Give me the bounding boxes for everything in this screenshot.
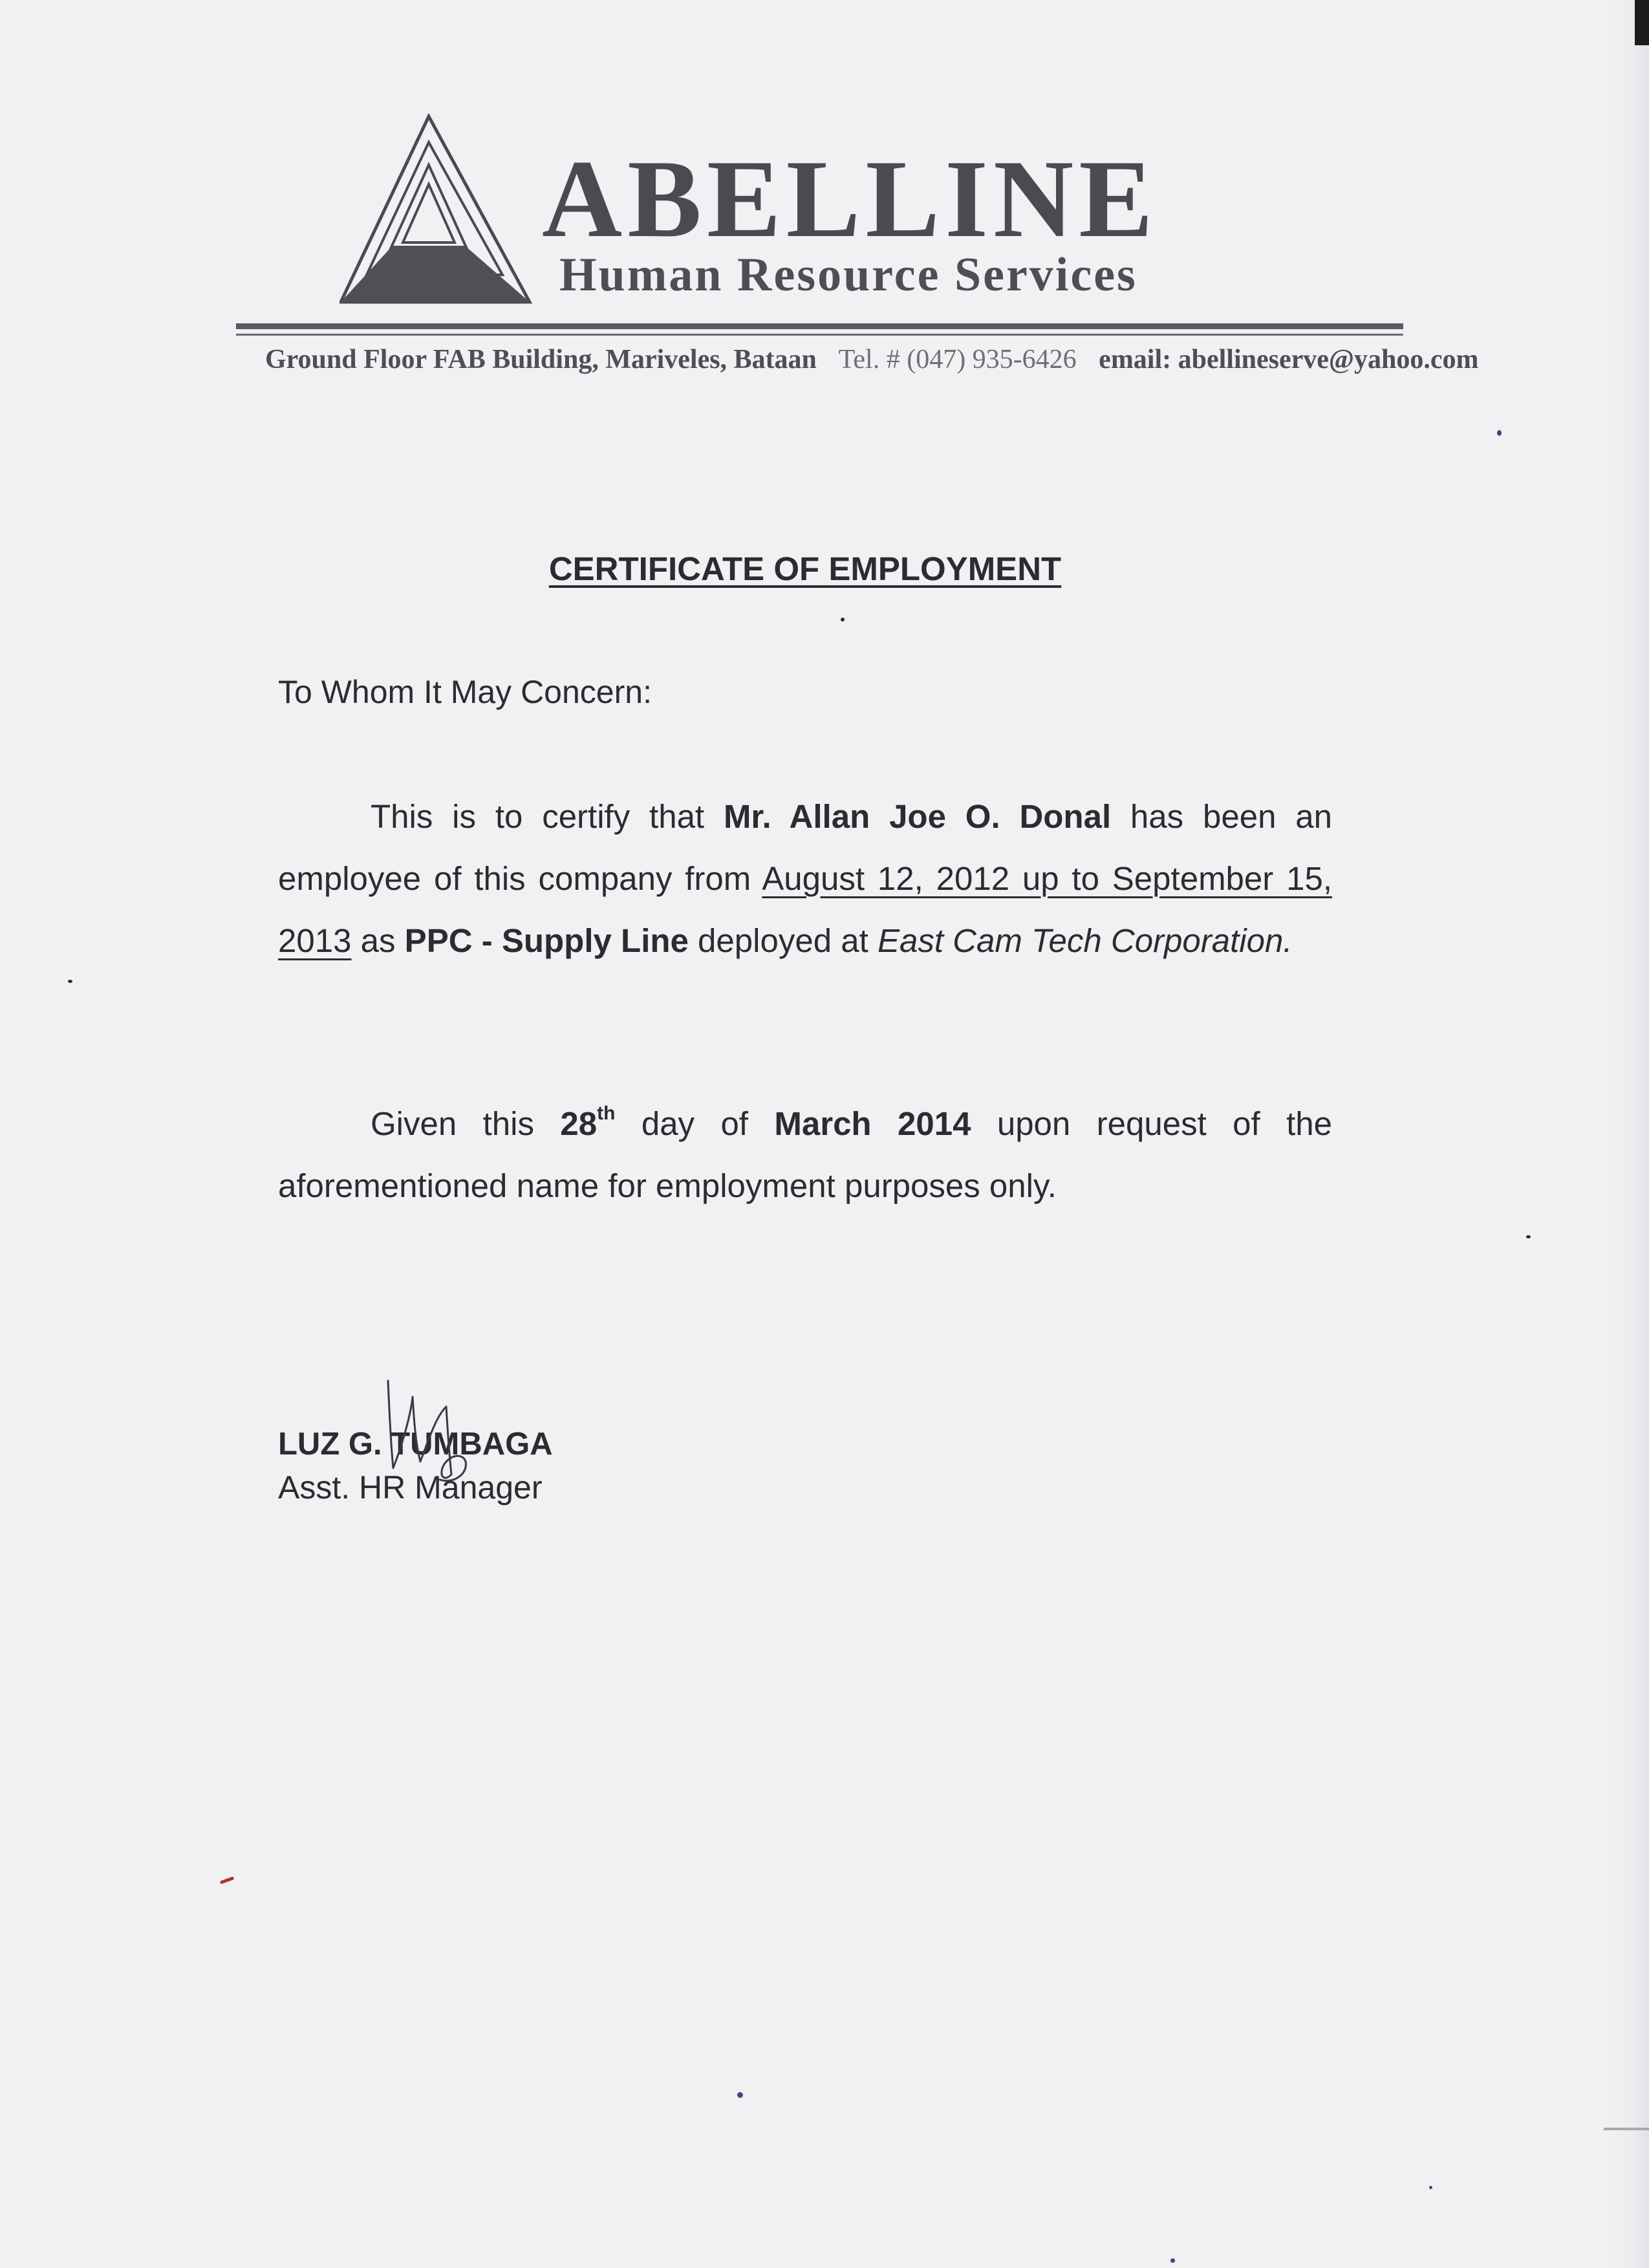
letterhead-divider [236,323,1403,329]
scan-speck [737,2092,743,2098]
scan-speck [220,1876,234,1884]
company-email: email: abellineserve@yahoo.com [1099,345,1479,374]
scan-speck [841,618,845,621]
employee-name: Mr. Allan Joe O. Donal [723,798,1112,835]
letterhead-divider-thin [236,334,1403,336]
certification-paragraph [278,786,1332,972]
scan-speck [1170,2258,1175,2263]
issue-day-suffix: th [597,1103,616,1124]
issuance-paragraph [278,1093,1332,1217]
paragraph-text: Given this [371,1105,561,1142]
company-name: ABELLINE [542,138,1158,261]
company-telephone: Tel. # (047) 935-6426 [838,345,1077,374]
handwritten-signature-icon [375,1371,504,1500]
triangle-logo-icon [339,113,534,307]
scan-edge [1610,0,1649,2268]
issue-day: 28 [560,1105,598,1142]
paragraph-text: day of [615,1105,775,1142]
paragraph-text: as [351,922,405,959]
employee-position: PPC - Supply Line [404,922,689,959]
scan-corner-shadow [1635,0,1649,45]
scan-edge-line [1604,2128,1649,2130]
issue-month-year: March 2014 [774,1105,971,1142]
paragraph-text: deployed at [688,922,878,959]
signatory-name: LUZ G. TUMBAGA [278,1427,553,1462]
contact-line [265,344,1494,375]
scan-speck [1497,430,1502,436]
salutation: To Whom It May Concern: [278,674,652,710]
signatory-title: Asst. HR Manager [278,1469,543,1506]
employment-period: August 12, 2012 up to September 15, 2013 [278,860,1332,959]
document-title: CERTIFICATE OF EMPLOYMENT [548,550,1062,587]
scan-speck [1526,1235,1531,1238]
paragraph-text: has been an employee of this company from [278,798,1332,897]
scan-speck [68,980,72,983]
company-subtitle: Human Resource Services [559,248,1137,301]
paragraph-text: This is to certify that [371,798,724,835]
deployment-company: East Cam Tech Corporation. [877,922,1293,959]
paragraph-text: upon request of the aforementioned name for employment purposes only. [278,1105,1332,1204]
company-address: Ground Floor FAB Building, Mariveles, Bataan [265,345,817,374]
scan-speck [1429,2186,1432,2189]
